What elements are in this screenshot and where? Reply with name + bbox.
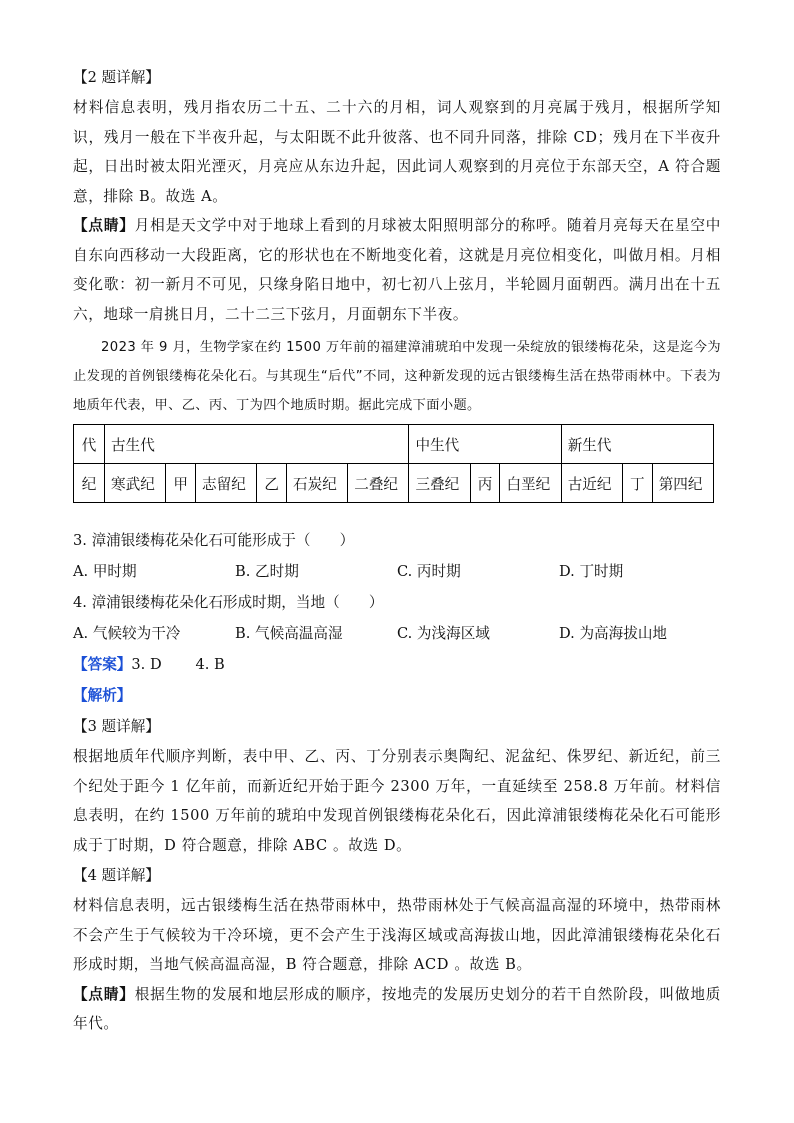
table-cell-period-label: 纪: [74, 464, 105, 503]
option-a: A. 气候较为干冷: [73, 625, 181, 642]
dianjing-1-body: 月相是天文学中对于地球上看到的月球被太阳照明部分的称呼。随着月亮每天在星空中自东向西移动一大段距离，它的形状也在不断地变化着，这就是月亮位相变化，叫做月相。月相变化歌：初一新月不可见，只缘身陷日地中，初七初八上弦月，半轮圆月面朝西。满月出在十五六，地球一肩挑日月，二十二三下弦月，月面朝东下半夜。: [73, 217, 721, 323]
table-cell-period: 石炭纪: [287, 464, 348, 503]
dianjing-2-body: 根据生物的发展和地层形成的顺序，按地壳的发展历史划分的若干自然阶段，叫做地质年代。: [73, 985, 721, 1032]
option-c: C. 丙时期: [397, 563, 461, 580]
question-3-options: [73, 556, 721, 587]
table-row-period: [74, 464, 714, 503]
option-c: C. 为浅海区域: [397, 625, 490, 642]
document-page: [73, 62, 721, 1039]
table-row-era: [74, 425, 714, 464]
option-a: A. 甲时期: [73, 563, 137, 580]
answer-line: [73, 649, 721, 680]
dianjing-1: [73, 211, 721, 329]
analysis-heading: [73, 680, 721, 711]
table-cell-period: 白垩纪: [500, 464, 561, 503]
table-cell-period: 古近纪: [561, 464, 622, 503]
section-4-body: 材料信息表明，远古银缕梅生活在热带雨林中，热带雨林处于气候高温高湿的环境中，热带雨林不会产生于气候较为干冷环境，更不会产生于浅海区域或高海拔山地，因此漳浦银缕梅花朵化石形成时期，当地气候高温高湿，B 符合题意，排除 ACD 。故选 B。: [73, 897, 721, 973]
section-2-heading: 【2 题详解】: [73, 69, 160, 86]
answer-label: 【答案】: [73, 656, 132, 673]
section-4-heading: 【4 题详解】: [73, 867, 160, 884]
table-cell-era-cenozoic: 新生代: [561, 425, 713, 464]
table-cell-period: 志留纪: [196, 464, 257, 503]
question-3-stem: 3. 漳浦银缕梅花朵化石可能形成于（ ）: [73, 532, 355, 549]
answer-values: 3. D 4. B: [131, 656, 225, 673]
section-2-body: 材料信息表明，残月指农历二十五、二十六的月相，词人观察到的月亮属于残月，根据所学知识，残月一般在下半夜升起，与太阳既不此升彼落、也不同升同落，排除 CD；残月在下半夜升起，日出时被太阳光湮灭，月亮应从东边升起，因此词人观察到的月亮位于东部天空，A 符合题意，排除 B。故选 A。: [73, 99, 721, 205]
section-3-body: 根据地质年代顺序判断，表中甲、乙、丙、丁分别表示奥陶纪、泥盆纪、侏罗纪、新近纪，前三个纪处于距今 1 亿年前，而新近纪开始于距今 2300 万年，一直延续至 258.8 万年前。材料信息表明，在约 1500 万年前的琥珀中发现首例银缕梅花朵化石，因此漳浦银缕梅花朵化石可能形成于丁时期，D 符合题意，排除 ABC 。故选 D。: [73, 748, 721, 854]
analysis-label: 【解析】: [73, 687, 132, 704]
option-d: D. 丁时期: [559, 563, 624, 580]
question-4-options: [73, 618, 721, 649]
table-cell-era-label: 代: [74, 425, 105, 464]
option-b: B. 气候高温高湿: [235, 625, 343, 642]
table-cell-period: 三叠纪: [409, 464, 470, 503]
table-cell-era-paleozoic: 古生代: [105, 425, 409, 464]
table-cell-era-mesozoic: 中生代: [409, 425, 561, 464]
question-4-stem: 4. 漳浦银缕梅花朵化石形成时期，当地（ ）: [73, 594, 384, 611]
option-b: B. 乙时期: [235, 563, 299, 580]
section-3-heading: 【3 题详解】: [73, 718, 160, 735]
table-cell-period: 二叠纪: [348, 464, 409, 503]
table-cell-period: 第四纪: [652, 464, 713, 503]
option-d: D. 为高海拔山地: [559, 625, 668, 642]
question-intro: 2023 年 9 月，生物学家在约 1500 万年前的福建漳浦琥珀中发现一朵绽放的银缕梅花朵，这是迄今为止发现的首例银缕梅花朵化石。与其现生“后代”不同，这种新发现的远古银缕梅生活在热带雨林中。下表为地质年代表，甲、乙、丙、丁为四个地质时期。据此完成下面小题。: [73, 340, 721, 413]
table-cell-period: 甲: [166, 464, 196, 503]
dianjing-1-label: 【点睛】: [73, 217, 135, 234]
table-cell-period: 丙: [470, 464, 500, 503]
table-cell-period: 寒武纪: [105, 464, 166, 503]
dianjing-2-label: 【点睛】: [73, 985, 135, 1003]
table-cell-period: 乙: [257, 464, 287, 503]
geologic-time-table: [73, 424, 714, 503]
table-cell-period: 丁: [622, 464, 652, 503]
dianjing-2: [73, 980, 721, 1039]
